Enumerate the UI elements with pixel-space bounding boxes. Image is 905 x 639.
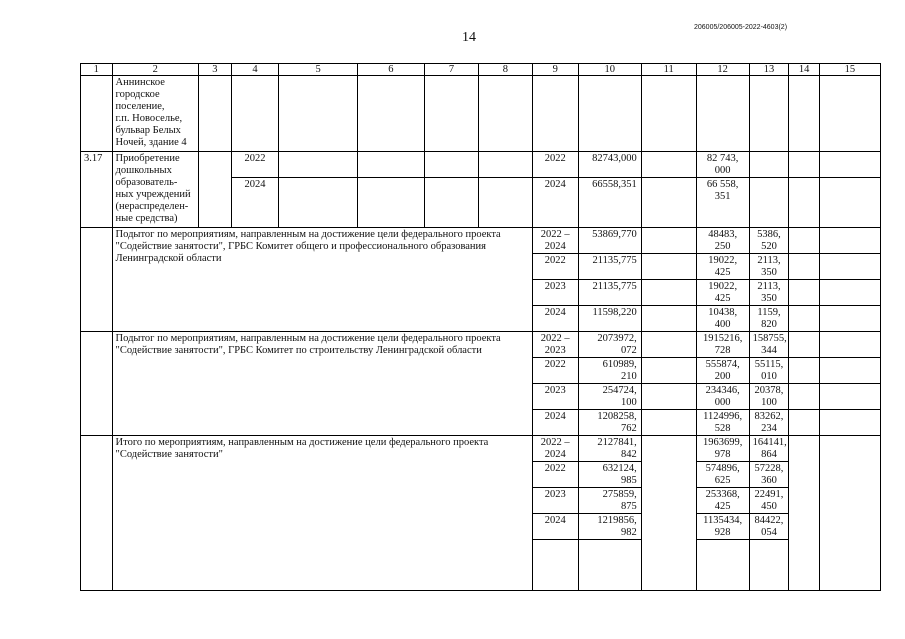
year-cell: 2024	[231, 178, 279, 228]
cell	[532, 540, 578, 591]
col-header: 1	[81, 64, 113, 76]
federal-cell: 82 743, 000	[696, 152, 749, 178]
total-cell: 610989, 210	[578, 358, 641, 384]
federal-cell: 19022, 425	[696, 280, 749, 306]
period-cell: 2024	[532, 178, 578, 228]
col-header: 4	[231, 64, 279, 76]
cell	[819, 306, 880, 332]
regional-cell: 20378, 100	[749, 384, 789, 410]
table-row	[81, 76, 881, 152]
cell	[641, 280, 696, 306]
cell	[81, 332, 113, 436]
table-row	[81, 332, 881, 358]
federal-cell: 66 558, 351	[696, 178, 749, 228]
total-cell: 2127841, 842	[578, 436, 641, 462]
cell	[478, 178, 532, 228]
cell	[641, 436, 696, 591]
cell	[357, 178, 424, 228]
federal-cell: 48483, 250	[696, 228, 749, 254]
cell	[641, 332, 696, 358]
col-header: 7	[424, 64, 478, 76]
period-cell: 2022 – 2024	[532, 436, 578, 462]
table-row	[81, 228, 881, 254]
total-cell: 21135,775	[578, 254, 641, 280]
cell	[789, 436, 820, 591]
period-cell: 2022	[532, 462, 578, 488]
regional-cell: 84422, 054	[749, 514, 789, 540]
regional-cell: 22491, 450	[749, 488, 789, 514]
cell	[279, 76, 357, 152]
cell	[789, 410, 820, 436]
cell	[641, 178, 696, 228]
subtotal-title: Подытог по мероприятиям, направленным на достижение цели федерального проекта "Содействие занятости", ГРБС Комитет общего и профессионального образования Ленинградской области	[112, 228, 532, 332]
cell	[641, 306, 696, 332]
cell	[641, 152, 696, 178]
total-cell: 82743,000	[578, 152, 641, 178]
col-header: 13	[749, 64, 789, 76]
cell	[789, 178, 820, 228]
cell	[819, 410, 880, 436]
cell	[532, 76, 578, 152]
cell	[819, 332, 880, 358]
location-cell: Аннинское городское поселение, г.п. Новоселье, бульвар Белых Ночей, здание 4	[112, 76, 199, 152]
regional-cell: 55115, 010	[749, 358, 789, 384]
period-cell: 2024	[532, 514, 578, 540]
col-header: 12	[696, 64, 749, 76]
year-cell: 2022	[231, 152, 279, 178]
cell	[819, 436, 880, 591]
regional-cell: 2113, 350	[749, 280, 789, 306]
federal-cell: 19022, 425	[696, 254, 749, 280]
regional-cell: 1159, 820	[749, 306, 789, 332]
federal-cell: 1124996, 528	[696, 410, 749, 436]
cell	[199, 76, 232, 152]
table-row	[81, 436, 881, 462]
cell	[641, 76, 696, 152]
col-header: 3	[199, 64, 232, 76]
total-cell: 254724, 100	[578, 384, 641, 410]
period-cell: 2022	[532, 254, 578, 280]
col-header: 2	[112, 64, 199, 76]
cell	[578, 540, 641, 591]
federal-cell: 234346, 000	[696, 384, 749, 410]
total-cell: 1208258, 762	[578, 410, 641, 436]
federal-cell: 10438, 400	[696, 306, 749, 332]
cell	[424, 152, 478, 178]
cell	[641, 358, 696, 384]
item-number: 3.17	[81, 152, 113, 228]
regional-cell: 5386, 520	[749, 228, 789, 254]
col-header: 9	[532, 64, 578, 76]
cell	[789, 228, 820, 254]
period-cell: 2022	[532, 358, 578, 384]
cell	[478, 76, 532, 152]
cell	[81, 436, 113, 591]
cell	[478, 152, 532, 178]
subtotal-title: Подытог по мероприятиям, направленным на достижение цели федерального проекта "Содействие занятости", ГРБС Комитет по строительству Ленинградской области	[112, 332, 532, 436]
period-cell: 2022 – 2023	[532, 332, 578, 358]
header-row	[81, 64, 881, 76]
page-number: 14	[462, 30, 476, 45]
total-cell: 632124, 985	[578, 462, 641, 488]
period-cell: 2024	[532, 410, 578, 436]
total-title: Итого по мероприятиям, направленным на достижение цели федерального проекта "Содействие занятости"	[112, 436, 532, 591]
total-cell: 275859, 875	[578, 488, 641, 514]
cell	[749, 540, 789, 591]
cell	[749, 76, 789, 152]
cell	[819, 280, 880, 306]
cell	[819, 254, 880, 280]
federal-cell: 253368, 425	[696, 488, 749, 514]
cell	[789, 280, 820, 306]
total-cell: 11598,220	[578, 306, 641, 332]
cell	[789, 76, 820, 152]
cell	[424, 76, 478, 152]
cell	[819, 76, 880, 152]
cell	[279, 152, 357, 178]
federal-cell: 1135434, 928	[696, 514, 749, 540]
cell	[819, 152, 880, 178]
federal-cell: 1915216, 728	[696, 332, 749, 358]
period-cell: 2023	[532, 280, 578, 306]
regional-cell: 57228, 360	[749, 462, 789, 488]
cell	[696, 76, 749, 152]
col-header: 5	[279, 64, 357, 76]
total-cell: 66558,351	[578, 178, 641, 228]
table-row	[81, 152, 881, 178]
cell	[789, 358, 820, 384]
cell	[641, 384, 696, 410]
total-cell: 2073972, 072	[578, 332, 641, 358]
document-id: 206005/206005-2022-4603(2)	[694, 24, 788, 31]
item-name: Приобретение дошкольных образователь- ных учреждений (нераспределен- ные средства)	[112, 152, 199, 228]
period-cell: 2022	[532, 152, 578, 178]
cell	[231, 76, 279, 152]
total-cell: 21135,775	[578, 280, 641, 306]
cell	[641, 254, 696, 280]
cell	[578, 76, 641, 152]
federal-cell: 1963699, 978	[696, 436, 749, 462]
regional-cell: 83262, 234	[749, 410, 789, 436]
cell	[789, 332, 820, 358]
program-table	[80, 63, 881, 591]
cell	[81, 228, 113, 332]
cell	[789, 152, 820, 178]
cell	[279, 178, 357, 228]
cell	[789, 306, 820, 332]
col-header: 11	[641, 64, 696, 76]
cell	[819, 178, 880, 228]
cell	[696, 540, 749, 591]
col-header: 15	[819, 64, 880, 76]
cell	[641, 228, 696, 254]
cell	[789, 254, 820, 280]
regional-cell: 164141, 864	[749, 436, 789, 462]
federal-cell: 555874, 200	[696, 358, 749, 384]
cell	[819, 358, 880, 384]
col-header: 14	[789, 64, 820, 76]
total-cell: 53869,770	[578, 228, 641, 254]
col-header: 6	[357, 64, 424, 76]
period-cell: 2023	[532, 488, 578, 514]
period-cell: 2024	[532, 306, 578, 332]
cell	[749, 152, 789, 178]
cell	[357, 152, 424, 178]
cell	[424, 178, 478, 228]
col-header: 8	[478, 64, 532, 76]
cell	[789, 384, 820, 410]
cell	[357, 76, 424, 152]
period-cell: 2022 – 2024	[532, 228, 578, 254]
cell	[819, 228, 880, 254]
regional-cell: 158755, 344	[749, 332, 789, 358]
cell	[199, 152, 232, 228]
cell	[819, 384, 880, 410]
total-cell: 1219856, 982	[578, 514, 641, 540]
cell	[641, 410, 696, 436]
cell	[749, 178, 789, 228]
regional-cell: 2113, 350	[749, 254, 789, 280]
col-header: 10	[578, 64, 641, 76]
period-cell: 2023	[532, 384, 578, 410]
federal-cell: 574896, 625	[696, 462, 749, 488]
cell	[81, 76, 113, 152]
